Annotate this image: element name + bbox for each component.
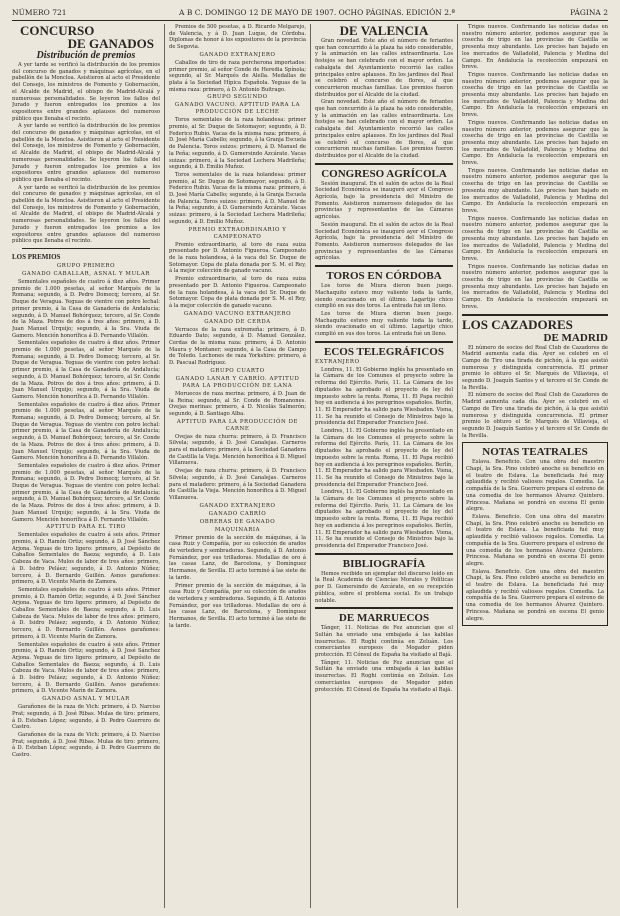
theatre-notes-box (462, 442, 608, 626)
divider (315, 163, 453, 165)
article-text: Verracos de la raza extremeña: primero, á D. Eduardo Dato; segundo, á D. Manuel González. Cerdas de la misma raza: primero, á D. Antonio Maura y Montaner; segundo, á la Casa de Campo de Toledo. Lechones de raza Yorkshire: primero, á D. Pascual Rodríguez. (169, 326, 306, 367)
divider (315, 607, 453, 609)
article-text: Trigos nuevos. Confirmando las noticias dadas en nuestro número anterior, podemos asegurar que la cosecha de trigo en las provincias de Castilla se presenta muy abundante. Los precios han bajado en los mercados de Valladolid, Palencia y Medina del Campo. En Andalucía la recolección empezará en breve. (462, 215, 608, 262)
article-text: Toros sementales de la raza holandesa: primer premio, al Sr. Duque de Sotomayor; segundo, á D. Federico Rubio. Vacas de la misma raza: primero, á D. José María Cabello; segundo, á la Granja Escuela de Palencia. Toros suizos: primero, á D. Manuel de la Peña; segundo, á D. Gumersindo Azcárate. Vacas suizas: primero, á la Sociedad Lechera Madrileña; segundo, á D. Emilio Muñoz. (169, 117, 306, 171)
article-text: Tánger, 11. Noticias de Fez anuncian que el Sultán ha enviado una embajada á las kabilas insurrectas. El Roghi continúa en Zeluán. Los comerciantes europeos de Mogador piden protección. El Cónsul de España ha visitado al Bajá. (315, 625, 453, 659)
column-rule (310, 24, 311, 908)
section-title: TOROS EN CÓRDOBA (326, 270, 442, 283)
group-heading: OBRERAS DE GANADO (199, 518, 276, 525)
group-heading: GRUPO SEGUNDO (207, 94, 268, 101)
section-title: DE VALENCIA (339, 24, 429, 38)
group-heading: APTITUD PARA LA PRODUCCIÓN DE CARNE (176, 418, 299, 432)
group-heading: GRUPO CUARTO (210, 367, 265, 374)
group-heading: GANADO ASNAL Y MULAR (42, 696, 130, 703)
divider (315, 553, 453, 555)
article-text: Trigos nuevos. Confirmando las noticias dadas en nuestro número anterior, podemos asegurar que la cosecha de trigo en las provincias de Castilla se presenta muy abundante. Los precios han bajado en los mercados de Valladolid, Palencia y Medina del Campo. En Andalucía la recolección empezará en breve. (462, 119, 608, 167)
article-text: Gran novedad. Este año el número de feriantes que han concurrido á la plaza ha sido considerable, y la animación en las calles extraordinaria. Los festejos se han celebrado con el mayor orden. La cabalgata del Ayuntamiento recorrió las calles principales entre aplausos. En los jardines del Real se celebró el concurso de flores, al que concurrieron muchas familias. Los premios fueron distribuidos por el Alcalde de la ciudad. (315, 38, 453, 98)
group-heading: GANADO DE CERDA (204, 318, 271, 325)
group-heading: GANADO VACUNO. APTITUD PARA LA PRODUCCIÓN DE LECHE (174, 102, 301, 116)
article-text: Gran novedad. Este año el número de feriantes que han concurrido á la plaza ha sido considerable, y la animación en las calles extraordinaria. Los festejos se han celebrado con el mayor orden. La cabalgata del Ayuntamiento recorrió las calles principales entre aplausos. En los jardines del Real se celebró el concurso de flores, al que concurrieron muchas familias. Los premios fueron distribuidos por el Alcalde de la ciudad. (315, 99, 453, 159)
group-heading: MAQUINARIA (214, 526, 261, 533)
article-text: Garañones de la raza de Vich: primero, á D. Narciso Prat; segundo, á D. José Ribas. Mulas de tiro: primero, á D. Esteban López; segundo, á D. Pedro Guerrero de Castro. (12, 704, 160, 731)
article-text: Sesión inaugural. En el salón de actos de la Real Sociedad Económica se inauguró ayer el Congreso Agrícola, bajo la presidencia del Ministro de Fomento. Asistieron numerosos delegados de las provincias y representantes de las Cámaras agrícolas. (315, 221, 453, 262)
section-title: NOTAS TEATRALES (482, 446, 588, 459)
group-heading: GANADO VACUNO EXTRANJERO (183, 310, 292, 317)
group-heading: GANADO CABALLAR, ASNAL Y MULAR (21, 270, 151, 277)
article-text: Eslava. Beneficio. Con una obra del maestro Chapí, la Sra. Pino celebró anoche su beneficio en el teatro de Eslava. La beneficiada fué muy aplaudida y recibió valiosos regalos. Comedia. La compañía de la Sra. Guerrero prepara el estreno de una comedia de los hermanos Álvarez Quintero. Princesa. Mañana se pondrá en escena El genio alegre. (466, 459, 604, 513)
article-text: Sementales españoles de cuatro á diez años. Primer premio de 1.000 pesetas, al señor Marqués de la Romana; segundo, á D. Pedro Domecq; tercero, al Sr. Duque de Veragua. Yeguas de vientre con potro lechal: primer premio, á la Casa de Ganadería de Andalucía; segundo, á D. Manuel Bohórquez; tercero, al Sr. Conde de la Maza. Potros de dos á tres años: primero, á D. Juan Manuel Urquijo; segundo, á la Sra. Viuda de Gamero. Mención honorífica á D. Fernando Villalón. (12, 340, 160, 400)
article-text: Londres, 11. El Gobierno inglés ha presentado en la Cámara de los Comunes el proyecto sobre la reforma del Ejército. París, 11. La Cámara de los diputados ha aprobado el proyecto de ley del impuesto sobre la renta. Roma, 11. El Papa recibió hoy en audiencia á los peregrinos españoles. Berlín, 11. El Emperador ha salido para Wiesbaden. Viena, 11. Se ha reunido el Consejo de Ministros bajo la presidencia del Emperador Francisco José. (315, 489, 453, 549)
article-text: Eslava. Beneficio. Con una obra del maestro Chapí, la Sra. Pino celebró anoche su beneficio en el teatro de Eslava. La beneficiada fué muy aplaudida y recibió valiosos regalos. Comedia. La compañía de la Sra. Guerrero prepara el estreno de una comedia de los hermanos Álvarez Quintero. Princesa. Mañana se pondrá en escena El genio alegre. (466, 514, 604, 567)
section-title: DE GANADOS (67, 36, 154, 51)
article-text: Eslava. Beneficio. Con una obra del maestro Chapí, la Sra. Pino celebró anoche su beneficio en el teatro de Eslava. La beneficiada fué muy aplaudida y recibió valiosos regalos. Comedia. La compañía de la Sra. Guerrero prepara el estreno de una comedia de los hermanos Álvarez Quintero. Princesa. Mañana se pondrá en escena El genio alegre. (466, 568, 604, 622)
divider (315, 265, 453, 267)
article-text: Primer premio de la sección de máquinas, á la casa Ruiz y Compañía, por su colección de arados de vertedera y sembradoras. Segundo, á D. Antonio Fernández, por sus trilladoras. Medallas de oro á las casas Lanz, de Barcelona, y Domínguez Hermanos, de Sevilla. El acto terminó á las siete de la tarde. (169, 582, 306, 629)
article-text: Toros sementales de la raza holandesa: primer premio, al Sr. Duque de Sotomayor; segundo, á D. Federico Rubio. Vacas de la misma raza: primero, á D. José María Cabello; segundo, á la Granja Escuela de Palencia. Toros suizos: primero, á D. Manuel de la Peña; segundo, á D. Gumersindo Azcárate. Vacas suizas: primero, á la Sociedad Lechera Madrileña; segundo, á D. Emilio Muñoz. (169, 171, 306, 225)
article-text: Sementales españoles de cuatro á seis años. Primer premio, á D. Ramón Ortiz; segundo, á D. José Sánchez Arjona. Yeguas de tiro ligero: primero, al Depósito de Caballos Sementales de Baeza; segundo, á D. Luis Cabeza de Vaca. Mulos de labor de tres años: primero, á D. Isidro Peláez; segundo, á D. Antonio Núñez; tercero, á D. Bernardo Guillén. Asnos garañones: primero, á D. Vicente Marín de Zamora. (12, 532, 160, 586)
page-number: PÁGINA 2 (570, 8, 608, 17)
section-title: DE MARRUECOS (338, 612, 430, 625)
subsection-heading: EXTRANJERO (315, 358, 360, 365)
article-text: Garañones de la raza de Vich: primero, á D. Narciso Prat; segundo, á D. José Ribas. Mulas de tiro: primero, á D. Esteban López; segundo, á D. Pedro Guerrero de Castro. (12, 731, 160, 759)
section-title: ECOS TELEGRÁFICOS (324, 345, 444, 358)
masthead (12, 6, 608, 21)
group-heading: GANADO LANAR Y CABRÍO. APTITUD PARA LA PRODUCCIÓN DE LANA (175, 375, 300, 389)
article-text: Premio extraordinario, al toro de raza suiza presentado por D. Antonio Figueroa. Campeonato de la raza holandesa, á la vaca del Sr. Duque de Sotomayor. Copa de plata donada por S. M. el Rey, á la mejor colección de ganado vacuno. (169, 276, 306, 309)
article-text: Hemos recibido un ejemplar del discurso leído en la Real Academia de Ciencias Morales y Políticas por D. Gumersindo de Azcárate, en su recepción pública, sobre el problema social. Es un trabajo notable. (315, 570, 453, 604)
article-text: Tánger, 11. Noticias de Fez anuncian que el Sultán ha enviado una embajada á las kabilas insurrectas. El Roghi continúa en Zeluán. Los comerciantes europeos de Mogador piden protección. El Cónsul de España ha visitado al Bajá. (315, 659, 453, 693)
divider (315, 341, 453, 343)
article-text: Londres, 11. El Gobierno inglés ha presentado en la Cámara de los Comunes el proyecto sobre la reforma del Ejército. París, 11. La Cámara de los diputados ha aprobado el proyecto de ley del impuesto sobre la renta. Roma, 11. El Papa recibió hoy en audiencia á los peregrinos españoles. Berlín, 11. El Emperador ha salido para Wiesbaden. Viena, 11. Se ha reunido el Consejo de Ministros bajo la presidencia del Emperador Francisco José. (315, 428, 453, 488)
column-1 (12, 24, 160, 908)
divider (462, 314, 608, 316)
article-text: Ovejas de raza churra: primero, á D. Francisco Silvela; segundo, á D. José Canalejas. Carneros para el matadero: primero, á la Sociedad Ganadera de Castilla la Vieja. Mención honorífica á D. Miguel Villanueva. (169, 468, 306, 501)
group-heading: GANADO EXTRANJERO (199, 502, 276, 509)
article-text: Trigos nuevos. Confirmando las noticias dadas en nuestro número anterior, podemos asegurar que la cosecha de trigo en las provincias de Castilla se presenta muy abundante. Los precios han bajado en los mercados de Valladolid, Palencia y Medina del Campo. En Andalucía la recolección empezará en breve. (462, 263, 608, 310)
section-subtitle: Distribución de premios (36, 50, 136, 61)
article-text: Caballos de tiro de raza percherona importados: primer premio, al señor Conde de Heredia Spínola; segundo, al Sr. Marqués de Alella. Medallas de plata á la Sociedad Hípica Española. Yeguas de la misma raza: primero, á D. Antonio Buitrago. (169, 59, 306, 93)
column-rule (164, 24, 165, 908)
section-title: CONGRESO AGRÍCOLA (321, 167, 447, 180)
article-text: A yer tarde se verificó la distribución de los premios del concurso de ganados y máquinas agrícolas, en el pabellón de la Moncloa. Asistieron al acto el Presidente del Consejo, los ministros de Fomento y Gobernación, el Alcalde de Madrid, el obispo de Madrid-Alcalá y numerosas personalidades. Se leyeron los fallos del Jurado y fueron entregados los premios a los expositores entre grandes aplausos del numeroso público que llenaba el recinto. (12, 62, 160, 122)
group-heading: PREMIO EXTRAORDINARIO Y CAMPEONATO (188, 226, 287, 240)
article-text: Los toros de Miura dieron buen juego. Machaquito estuvo muy valiente toda la tarde, siendo ovacionado en el último. Lagartijo chico cumplió en sus dos toros. La entrada fué un lleno. (315, 283, 453, 310)
article-text: Sementales españoles de cuatro á seis años. Primer premio, á D. Ramón Ortiz; segundo, á D. José Sánchez Arjona. Yeguas de tiro ligero: primero, al Depósito de Caballos Sementales de Baeza; segundo, á D. Luis Cabeza de Vaca. Mulos de labor de tres años: primero, á D. Isidro Peláez; segundo, á D. Antonio Núñez; tercero, á D. Bernardo Guillén. Asnos garañones: primero, á D. Vicente Marín de Zamora. (12, 641, 160, 695)
column-3 (315, 24, 453, 908)
article-text: Trigos nuevos. Confirmando las noticias dadas en nuestro número anterior, podemos asegurar que la cosecha de trigo en las provincias de Castilla se presenta muy abundante. Los precios han bajado en los mercados de Valladolid, Palencia y Medina del Campo. En Andalucía la recolección empezará en breve. (462, 71, 608, 119)
article-text: Premios de 500 pesetas, á D. Ricardo Melgarejo, de Valencia, y á D. Juan Luque, de Córdoba. Diplomas de honor á los expositores de la provincia de Segovia. (169, 24, 306, 51)
article-text: Sesión inaugural. En el salón de actos de la Real Sociedad Económica se inauguró ayer el Congreso Agrícola, bajo la presidencia del Ministro de Fomento. Asistieron numerosos delegados de las provincias y representantes de las Cámaras agrícolas. (315, 180, 453, 221)
group-heading: GRUPO PRIMERO (56, 262, 116, 269)
section-title: LOS CAZADORES (462, 316, 573, 332)
article-text: Ovejas de raza churra: primero, á D. Francisco Silvela; segundo, á D. José Canalejas. Carneros para el matadero: primero, á la Sociedad Ganadera de Castilla la Vieja. Mención honorífica á D. Miguel Villanueva. (169, 433, 306, 467)
section-title: DE MADRID (543, 331, 608, 344)
group-heading: GANADO CABRÍO (208, 510, 267, 517)
article-text: Trigos nuevos. Confirmando las noticias dadas en nuestro número anterior, podemos asegurar que la cosecha de trigo en las provincias de Castilla se presenta muy abundante. Los precios han bajado en los mercados de Valladolid, Palencia y Medina del Campo. En Andalucía la recolección empezará en breve. (462, 167, 608, 214)
article-text: A yer tarde se verificó la distribución de los premios del concurso de ganados y máquinas agrícolas, en el pabellón de la Moncloa. Asistieron al acto el Presidente del Consejo, los ministros de Fomento y Gobernación, el Alcalde de Madrid, el obispo de Madrid-Alcalá y numerosas personalidades. Se leyeron los fallos del Jurado y fueron entregados los premios a los expositores entre grandes aplausos del numeroso público que llenaba el recinto. (12, 184, 160, 245)
article-text: A yer tarde se verificó la distribución de los premios del concurso de ganados y máquinas agrícolas, en el pabellón de la Moncloa. Asistieron al acto el Presidente del Consejo, los ministros de Fomento y Gobernación, el Alcalde de Madrid, el obispo de Madrid-Alcalá y numerosas personalidades. Se leyeron los fallos del Jurado y fueron entregados los premios a los expositores entre grandes aplausos del numeroso público que llenaba el recinto. (12, 123, 160, 183)
article-text: Sementales españoles de cuatro á diez años. Primer premio de 1.000 pesetas, al señor Marqués de la Romana; segundo, á D. Pedro Domecq; tercero, al Sr. Duque de Veragua. Yeguas de vientre con potro lechal: primer premio, á la Casa de Ganadería de Andalucía; segundo, á D. Manuel Bohórquez; tercero, al Sr. Conde de la Maza. Potros de dos á tres años: primero, á D. Juan Manuel Urquijo; segundo, á la Sra. Viuda de Gamero. Mención honorífica á D. Fernando Villalón. (12, 462, 160, 523)
premios-heading: LOS PREMIOS (12, 252, 61, 261)
masthead-title: A B C. DOMINGO 12 DE MAYO DE 1907. OCHO PÁGINAS. EDICIÓN 2.ª (179, 8, 455, 17)
article-text: Moruecos de raza merina: primero, á D. Juan de la Reina; segundo, al Sr. Conde de Romanones. Ovejas merinas: primero, á D. Nicolás Salmerón; segundo, á D. Santiago Alba. (169, 390, 306, 417)
column-rule (457, 24, 458, 908)
article-text: Sementales españoles de cuatro á seis años. Primer premio, á D. Ramón Ortiz; segundo, á D. José Sánchez Arjona. Yeguas de tiro ligero: primero, al Depósito de Caballos Sementales de Baeza; segundo, á D. Luis Cabeza de Vaca. Mulos de labor de tres años: primero, á D. Isidro Peláez; segundo, á D. Antonio Núñez; tercero, á D. Bernardo Guillén. Asnos garañones: primero, á D. Vicente Marín de Zamora. (12, 586, 160, 640)
article-text: Los toros de Miura dieron buen juego. Machaquito estuvo muy valiente toda la tarde, siendo ovacionado en el último. Lagartijo chico cumplió en sus dos toros. La entrada fué un lleno. (315, 310, 453, 338)
group-heading: APTITUD PARA EL TIRO (46, 524, 126, 531)
column-4 (462, 24, 608, 908)
column-2 (169, 24, 306, 908)
issue-number: NÚMERO 721 (12, 8, 67, 17)
article-text: Primer premio de la sección de máquinas, á la casa Ruiz y Compañía, por su colección de arados de vertedera y sembradoras. Segundo, á D. Antonio Fernández, por sus trilladoras. Medallas de oro á las casas Lanz, de Barcelona, y Domínguez Hermanos, de Sevilla. El acto terminó á las siete de la tarde. (169, 534, 306, 581)
section-title: BIBLIOGRAFÍA (342, 557, 426, 570)
article-text: Premio extraordinario, al toro de raza suiza presentado por D. Antonio Figueroa. Campeonato de la raza holandesa, á la vaca del Sr. Duque de Sotomayor. Copa de plata donada por S. M. el Rey, á la mejor colección de ganado vacuno. (169, 241, 306, 275)
article-text: El número de socios del Real Club de Cazadores de Madrid aumenta cada día. Ayer se celebró en el Campo de Tiro una tirada de pichón, á la que asistió numerosa y distinguida concurrencia. El primer premio lo obtuvo el Sr. Marqués de Villavieja, el segundo D. Joaquín Santos y el tercero el Sr. Conde de la Revilla. (462, 392, 608, 439)
article-text: Londres, 11. El Gobierno inglés ha presentado en la Cámara de los Comunes el proyecto sobre la reforma del Ejército. París, 11. La Cámara de los diputados ha aprobado el proyecto de ley del impuesto sobre la renta. Roma, 11. El Papa recibió hoy en audiencia á los peregrinos españoles. Berlín, 11. El Emperador ha salido para Wiesbaden. Viena, 11. Se ha reunido el Consejo de Ministros bajo la presidencia del Emperador Francisco José. (315, 366, 453, 427)
section-title: CONCURSO (20, 24, 95, 38)
group-heading: GANADO EXTRANJERO (199, 51, 276, 58)
divider (22, 248, 150, 249)
article-text: Trigos nuevos. Confirmando las noticias dadas en nuestro número anterior, podemos asegurar que la cosecha de trigo en las provincias de Castilla se presenta muy abundante. Los precios han bajado en los mercados de Valladolid, Palencia y Medina del Campo. En Andalucía la recolección empezará en breve. (462, 24, 608, 71)
article-text: El número de socios del Real Club de Cazadores de Madrid aumenta cada día. Ayer se celebró en el Campo de Tiro una tirada de pichón, á la que asistió numerosa y distinguida concurrencia. El primer premio lo obtuvo el Sr. Marqués de Villavieja, el segundo D. Joaquín Santos y el tercero el Sr. Conde de la Revilla. (462, 344, 608, 391)
article-text: Sementales españoles de cuatro á diez años. Primer premio de 1.000 pesetas, al señor Marqués de la Romana; segundo, á D. Pedro Domecq; tercero, al Sr. Duque de Veragua. Yeguas de vientre con potro lechal: primer premio, á la Casa de Ganadería de Andalucía; segundo, á D. Manuel Bohórquez; tercero, al Sr. Conde de la Maza. Potros de dos á tres años: primero, á D. Juan Manuel Urquijo; segundo, á la Sra. Viuda de Gamero. Mención honorífica á D. Fernando Villalón. (12, 278, 160, 339)
article-text: Sementales españoles de cuatro á diez años. Primer premio de 1.000 pesetas, al señor Marqués de la Romana; segundo, á D. Pedro Domecq; tercero, al Sr. Duque de Veragua. Yeguas de vientre con potro lechal: primer premio, á la Casa de Ganadería de Andalucía; segundo, á D. Manuel Bohórquez; tercero, al Sr. Conde de la Maza. Potros de dos á tres años: primero, á D. Juan Manuel Urquijo; segundo, á la Sra. Viuda de Gamero. Mención honorífica á D. Fernando Villalón. (12, 401, 160, 462)
